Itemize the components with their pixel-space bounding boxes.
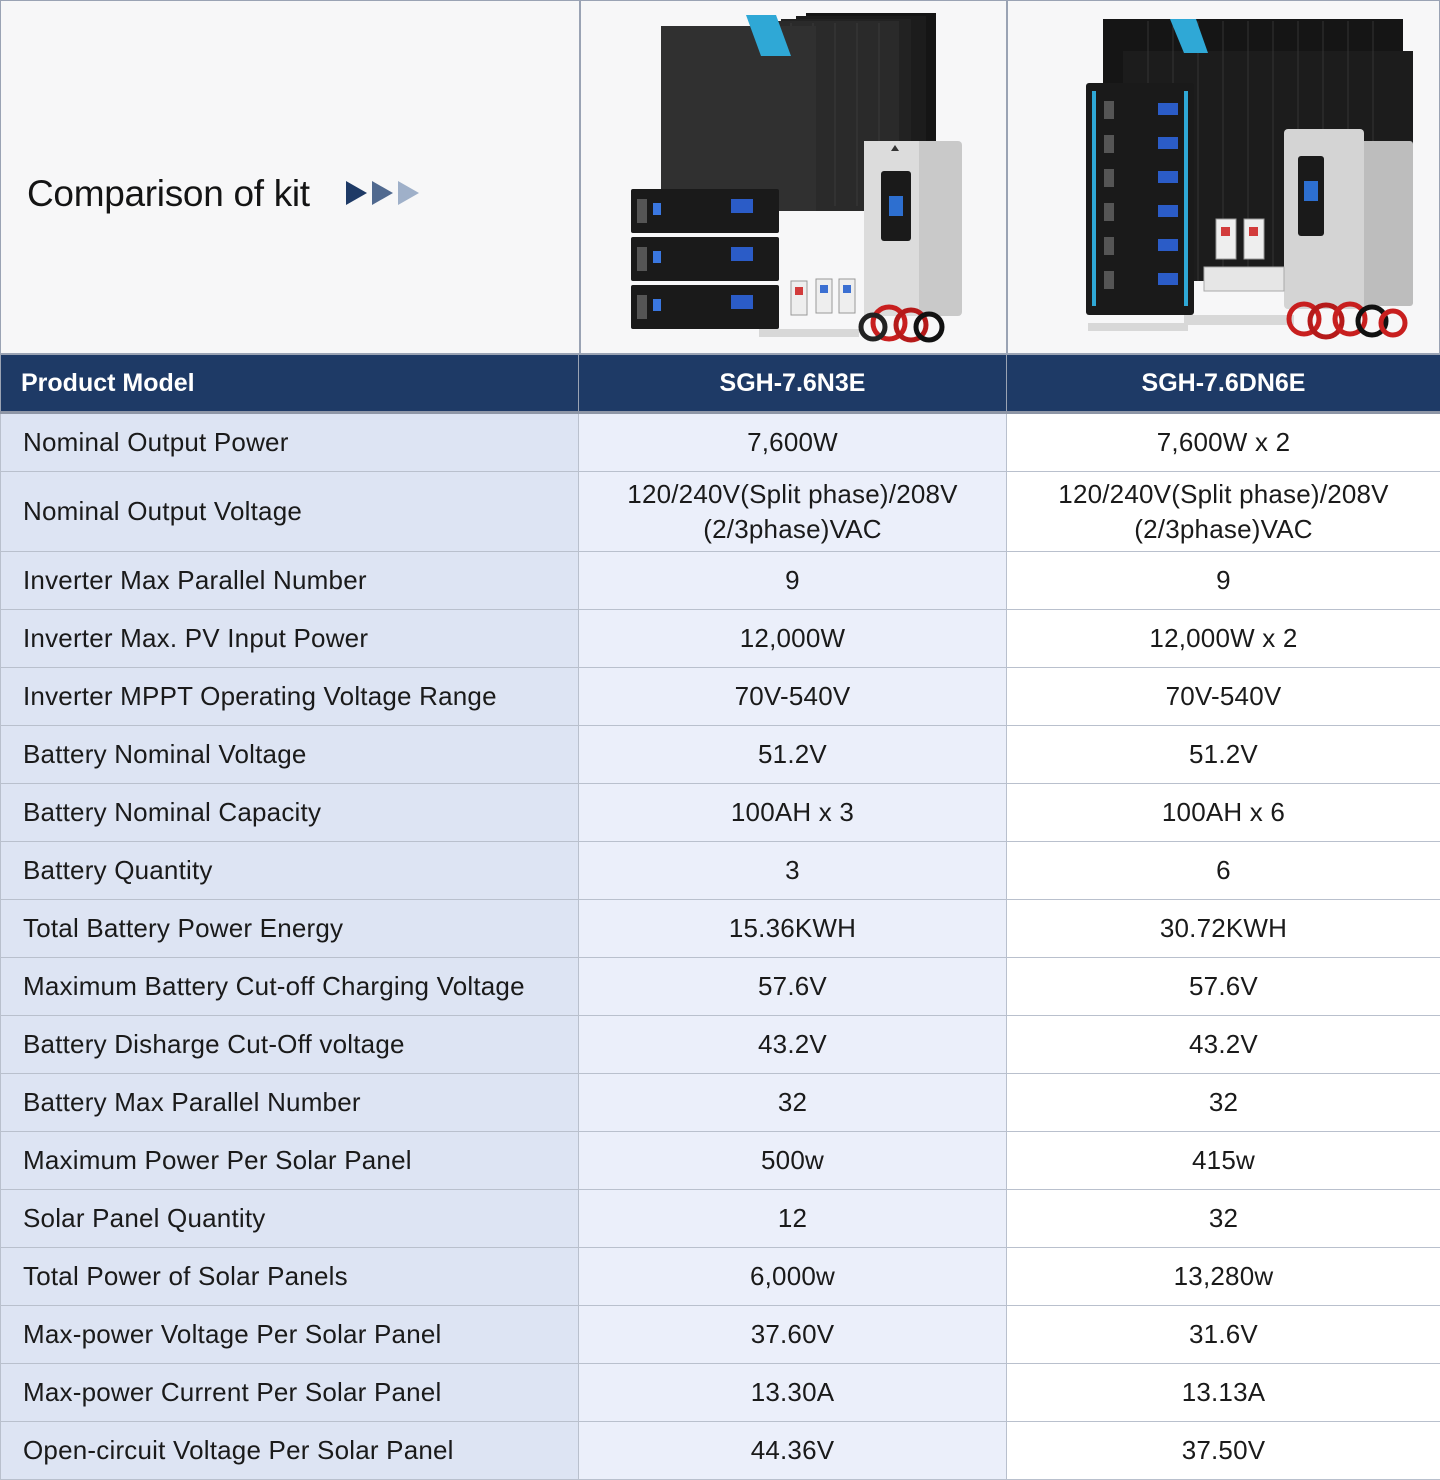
model-header-sgh-7-6n3e: SGH-7.6N3E [579, 355, 1007, 413]
spec-value-sgh-7-6dn6e: 6 [1007, 842, 1440, 900]
model-header-sgh-7-6dn6e: SGH-7.6DN6E [1007, 355, 1440, 413]
spec-value-sgh-7-6dn6e: 30.72KWH [1007, 900, 1440, 958]
table-row [1, 413, 1440, 472]
spec-label: Battery Nominal Capacity [1, 784, 579, 842]
spec-value-sgh-7-6dn6e: 12,000W x 2 [1007, 610, 1440, 668]
spec-value-sgh-7-6dn6e: 415w [1007, 1132, 1440, 1190]
spec-value-sgh-7-6dn6e: 7,600W x 2 [1007, 413, 1440, 472]
spec-label: Inverter Max Parallel Number [1, 552, 579, 610]
spec-value-sgh-7-6n3e: 51.2V [579, 726, 1007, 784]
spec-table-body [1, 413, 1440, 1480]
spec-value-sgh-7-6dn6e: 120/240V(Split phase)/208V (2/3phase)VAC [1007, 472, 1440, 552]
spec-label: Nominal Output Voltage [1, 472, 579, 552]
spec-label: Open-circuit Voltage Per Solar Panel [1, 1422, 579, 1480]
battery-module-icon [631, 189, 779, 329]
spec-label: Battery Max Parallel Number [1, 1074, 579, 1132]
spec-label: Total Power of Solar Panels [1, 1248, 579, 1306]
spec-value-sgh-7-6dn6e: 32 [1007, 1074, 1440, 1132]
table-row [1, 958, 1440, 1016]
spec-value-sgh-7-6n3e: 7,600W [579, 413, 1007, 472]
table-row [1, 1248, 1440, 1306]
spec-label: Inverter MPPT Operating Voltage Range [1, 668, 579, 726]
spec-label: Total Battery Power Energy [1, 900, 579, 958]
spec-value-sgh-7-6n3e: 44.36V [579, 1422, 1007, 1480]
spec-value-sgh-7-6dn6e: 43.2V [1007, 1016, 1440, 1074]
spec-value-sgh-7-6dn6e: 32 [1007, 1190, 1440, 1248]
spec-label: Inverter Max. PV Input Power [1, 610, 579, 668]
spec-value-sgh-7-6n3e: 6,000w [579, 1248, 1007, 1306]
kit-comparison-title: Comparison of kit [27, 173, 310, 215]
table-row [1, 1422, 1440, 1480]
spec-value-sgh-7-6n3e: 120/240V(Split phase)/208V (2/3phase)VAC [579, 472, 1007, 552]
kit-image-sgh-7-6dn6e [1007, 0, 1440, 354]
spec-label: Battery Quantity [1, 842, 579, 900]
spec-label: Max-power Current Per Solar Panel [1, 1364, 579, 1422]
table-row [1, 1016, 1440, 1074]
table-row [1, 1364, 1440, 1422]
kit-image-sgh-7-6n3e [580, 0, 1007, 354]
table-row [1, 784, 1440, 842]
table-row [1, 900, 1440, 958]
table-row [1, 1074, 1440, 1132]
title-arrows [346, 181, 419, 205]
spec-value-sgh-7-6dn6e: 100AH x 6 [1007, 784, 1440, 842]
spec-value-sgh-7-6n3e: 57.6V [579, 958, 1007, 1016]
spec-value-sgh-7-6n3e: 37.60V [579, 1306, 1007, 1364]
spec-value-sgh-7-6dn6e: 13,280w [1007, 1248, 1440, 1306]
spec-value-sgh-7-6dn6e: 31.6V [1007, 1306, 1440, 1364]
table-row [1, 610, 1440, 668]
spec-label: Maximum Battery Cut-off Charging Voltage [1, 958, 579, 1016]
spec-value-sgh-7-6n3e: 12,000W [579, 610, 1007, 668]
table-row [1, 1190, 1440, 1248]
spec-value-sgh-7-6n3e: 70V-540V [579, 668, 1007, 726]
spec-value-sgh-7-6n3e: 9 [579, 552, 1007, 610]
product-model-header: Product Model [1, 355, 579, 413]
spec-value-sgh-7-6dn6e: 70V-540V [1007, 668, 1440, 726]
spec-value-sgh-7-6n3e: 100AH x 3 [579, 784, 1007, 842]
spec-value-sgh-7-6n3e: 15.36KWH [579, 900, 1007, 958]
spec-value-sgh-7-6dn6e: 37.50V [1007, 1422, 1440, 1480]
spec-value-sgh-7-6dn6e: 51.2V [1007, 726, 1440, 784]
spec-label: Maximum Power Per Solar Panel [1, 1132, 579, 1190]
spec-value-sgh-7-6n3e: 32 [579, 1074, 1007, 1132]
title-cell [0, 0, 580, 354]
inverter-icon [1284, 129, 1413, 309]
spec-label: Solar Panel Quantity [1, 1190, 579, 1248]
spec-value-sgh-7-6n3e: 13.30A [579, 1364, 1007, 1422]
spec-value-sgh-7-6dn6e: 13.13A [1007, 1364, 1440, 1422]
arrow-right-icon [372, 181, 393, 205]
inverter-icon [864, 141, 962, 316]
table-row [1, 726, 1440, 784]
spec-value-sgh-7-6n3e: 500w [579, 1132, 1007, 1190]
arrow-right-icon [346, 181, 367, 205]
spec-value-sgh-7-6n3e: 3 [579, 842, 1007, 900]
table-row [1, 1132, 1440, 1190]
spec-label: Battery Disharge Cut-Off voltage [1, 1016, 579, 1074]
spec-value-sgh-7-6n3e: 43.2V [579, 1016, 1007, 1074]
kit-image-band [0, 0, 1440, 354]
spec-value-sgh-7-6dn6e: 57.6V [1007, 958, 1440, 1016]
spec-comparison-table [0, 354, 1440, 1480]
battery-rack-icon [1086, 83, 1194, 315]
spec-value-sgh-7-6dn6e: 9 [1007, 552, 1440, 610]
table-row [1, 472, 1440, 552]
arrow-right-icon [398, 181, 419, 205]
table-row [1, 552, 1440, 610]
spec-label: Nominal Output Power [1, 413, 579, 472]
spec-value-sgh-7-6n3e: 12 [579, 1190, 1007, 1248]
table-row [1, 842, 1440, 900]
table-row [1, 668, 1440, 726]
spec-label: Max-power Voltage Per Solar Panel [1, 1306, 579, 1364]
spec-label: Battery Nominal Voltage [1, 726, 579, 784]
table-row [1, 1306, 1440, 1364]
table-header-row [1, 355, 1440, 413]
